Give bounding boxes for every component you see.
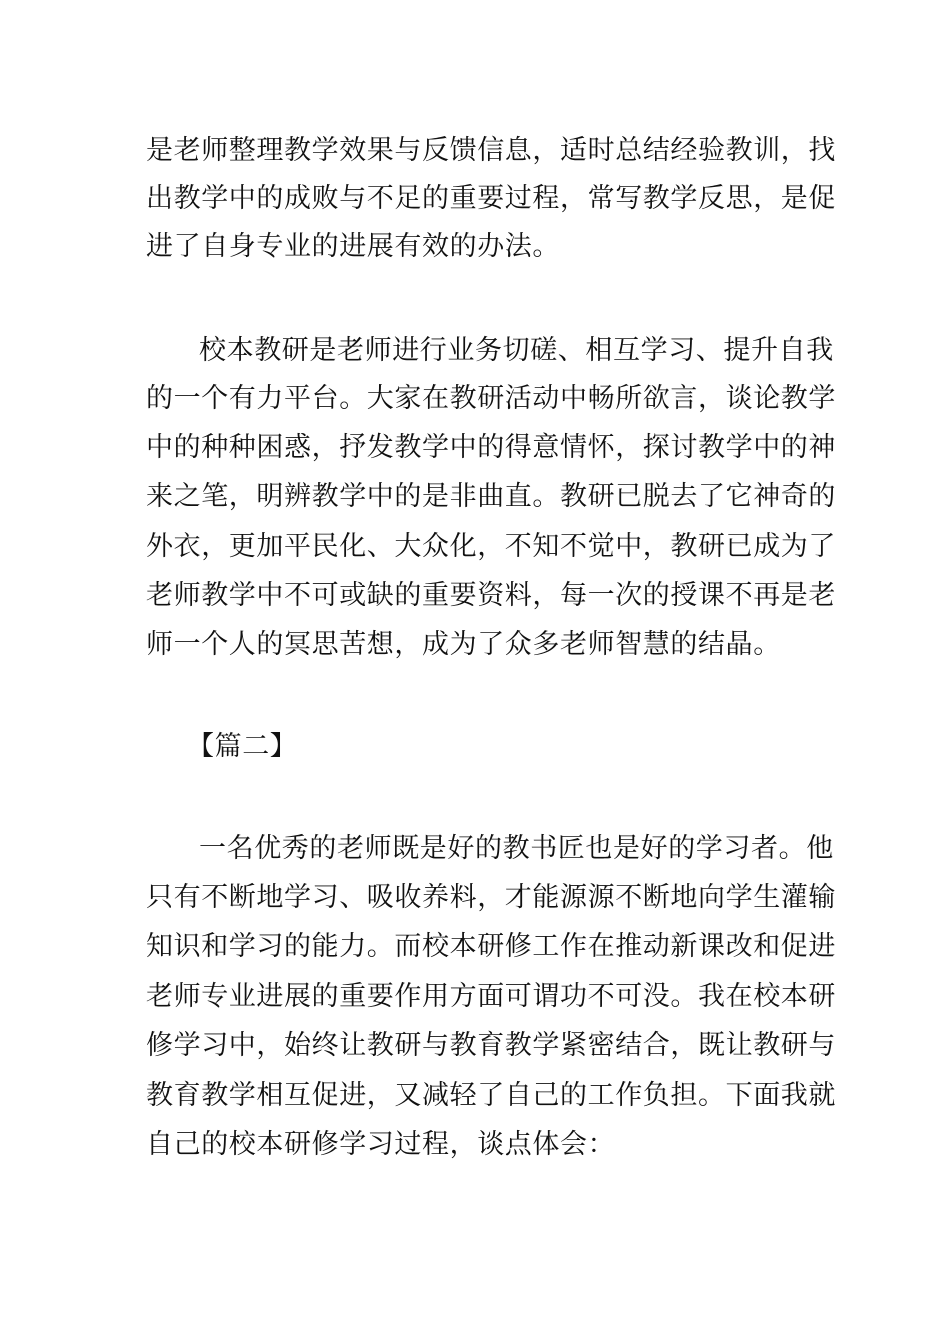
- section-heading: 【篇二】: [187, 731, 298, 762]
- text-line: 外衣，更加平民化、大众化，不知不觉中，教研已成为了: [146, 531, 836, 562]
- text-line: 教育教学相互促进，又减轻了自己的工作负担。下面我就: [146, 1080, 836, 1111]
- text-line: 老师专业进展的重要作用方面可谓功不可没。我在校本研: [146, 981, 836, 1012]
- text-line: 来之笔，明辨教学中的是非曲直。教研已脱去了它神奇的: [146, 481, 836, 512]
- text-line: 是老师整理教学效果与反馈信息，适时总结经验教训，找: [146, 135, 836, 166]
- text-line: 中的种种困惑，抒发教学中的得意情怀，探讨教学中的神: [146, 432, 836, 463]
- text-line: 的一个有力平台。大家在教研活动中畅所欲言，谈论教学: [146, 383, 836, 414]
- text-line: 自己的校本研修学习过程，谈点体会：: [146, 1129, 616, 1160]
- text-line: 出教学中的成败与不足的重要过程，常写教学反思，是促: [146, 183, 836, 214]
- text-line: 修学习中，始终让教研与教育教学紧密结合，既让教研与: [146, 1030, 836, 1061]
- text-line: 一名优秀的老师既是好的教书匠也是好的学习者。他: [199, 833, 834, 864]
- text-line: 只有不断地学习、吸收养料，才能源源不断地向学生灌输: [146, 882, 836, 913]
- text-line: 知识和学习的能力。而校本研修工作在推动新课改和促进: [146, 931, 836, 962]
- text-line: 校本教研是老师进行业务切磋、相互学习、提升自我: [199, 335, 834, 366]
- text-line: 师一个人的冥思苦想，成为了众多老师智慧的结晶。: [146, 629, 781, 660]
- text-line: 老师教学中不可或缺的重要资料，每一次的授课不再是老: [146, 580, 836, 611]
- text-line: 进了自身专业的进展有效的办法。: [146, 231, 560, 262]
